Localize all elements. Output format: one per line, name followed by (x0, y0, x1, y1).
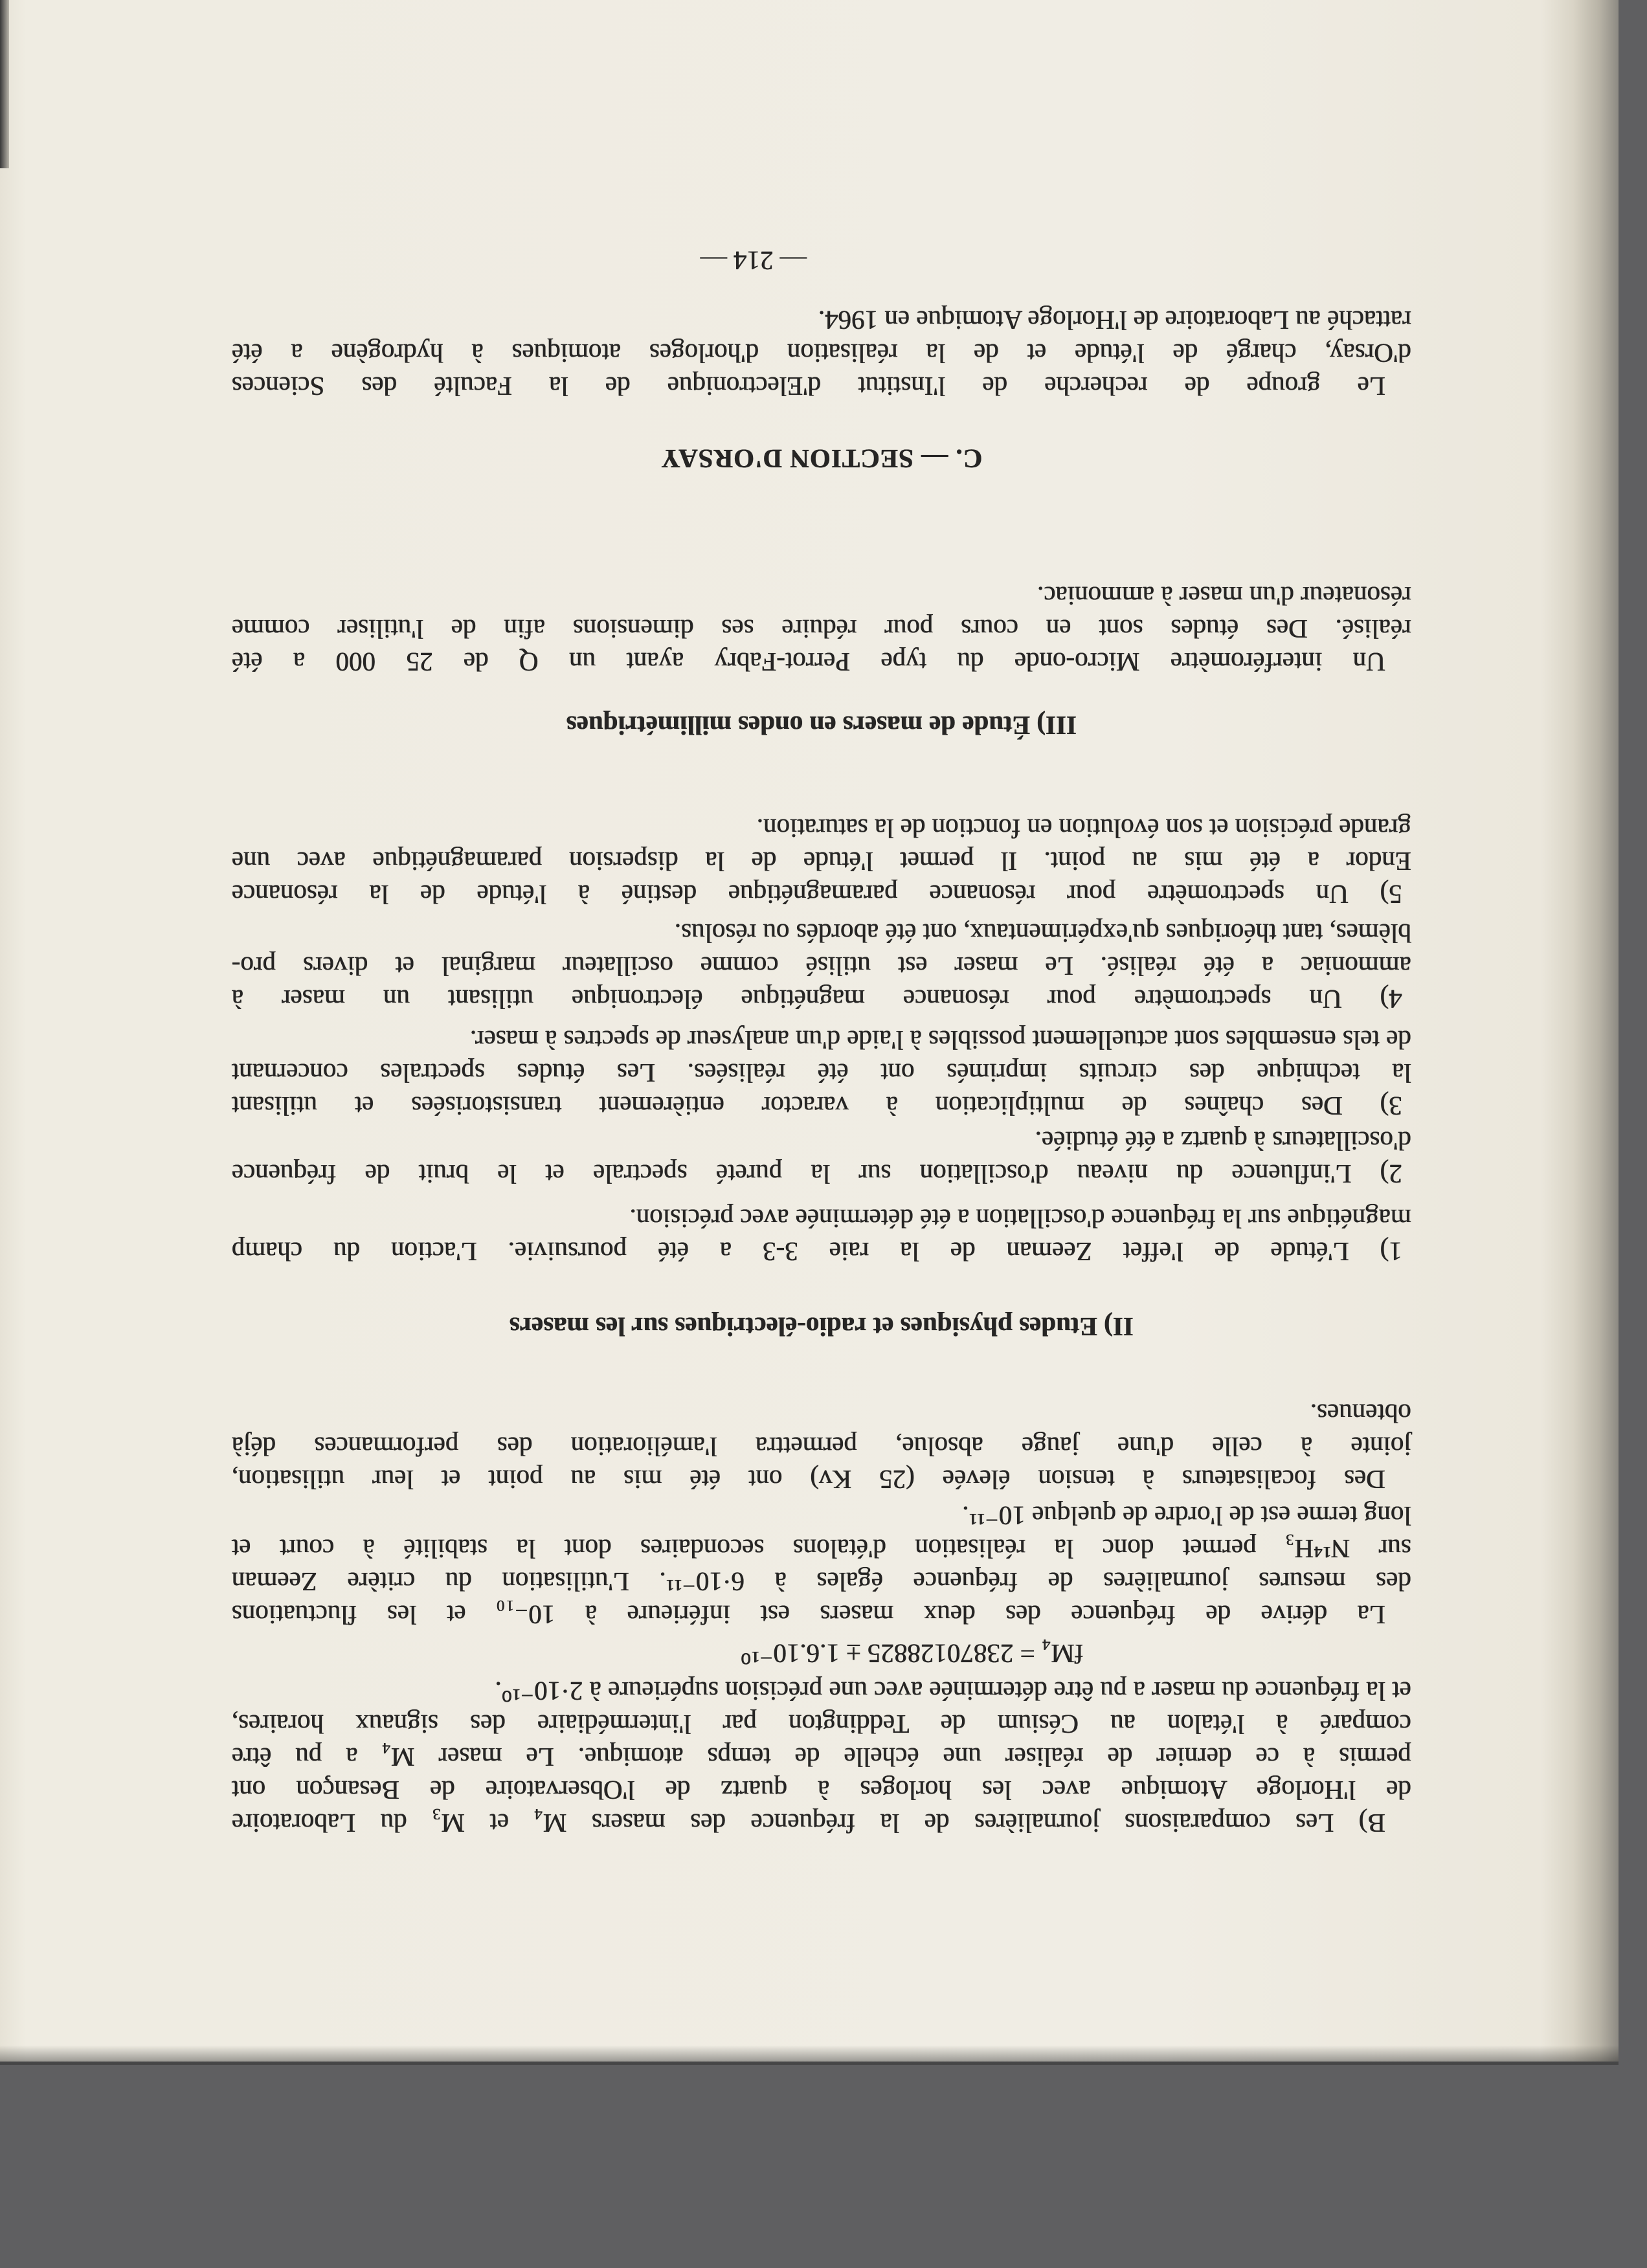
text-line: 1) L'étude de l'effet Zeeman de la raie 3-3 a été poursuivie. L'action du champ (232, 1237, 1402, 1267)
text-line: ammoniac a été réalisé. Le maser est utilisé comme oscillateur marginal et divers pro- (232, 951, 1411, 981)
text-line: Des focalisateurs à tension élevée (25 Kv) ont été mis au point et leur utilisation, (232, 1465, 1385, 1495)
text-line: comparé à l'étalon au Césium de Teddington par l'intermédiaire des signaux horaires, (232, 1709, 1411, 1739)
paragraph (232, 1674, 1411, 1840)
page-text-upside-down (232, 194, 1411, 1877)
text-line: des mesures journalières de fréquence égales à 6·10⁻¹¹. L'utilisation du critère Zeeman (232, 1567, 1411, 1597)
text-line: de l'Horloge Atomique avec les horloges à quartz de l'Observatoire de Besançon ont (232, 1775, 1411, 1805)
text-line: réalisé. Des études sont en cours pour réduire ses dimensions afin de l'utiliser comme (232, 614, 1411, 644)
text-line: long terme est de l'ordre de quelque 10⁻¹¹. (962, 1501, 1411, 1531)
paragraph (232, 812, 1411, 911)
paragraph (232, 1499, 1411, 1631)
text-line: la technique des circuits imprimés ont été réalisées. Les études spectrales concernant (232, 1058, 1411, 1088)
section-heading: II) Etudes physiques et radio-électriques sur les masers (510, 1312, 1134, 1342)
text-line: d'oscillateurs à quartz a été étudiée. (1035, 1126, 1411, 1156)
text-line: magnétique sur la fréquence d'oscillation a été déterminée avec précision. (629, 1204, 1411, 1234)
text-line: d'Orsay, chargé de l'étude et de la réalisation d'horloges atomiques à hydrogène a été (232, 339, 1411, 368)
text-line: 5) Un spectromètre pour résonance paramagnétique destiné à l'étude de la résonance (232, 880, 1402, 909)
text-line: jointe à celle d'une jauge absolue, permettra l'amélioration des performances déjà (232, 1432, 1411, 1462)
formula: fM₄ = 23870128825 ± 1.6.10⁻¹⁰ (741, 1639, 1084, 1669)
text-line: 3) Des chaînes de multiplication à varactor entièrement transistorisées et utilisant (232, 1091, 1402, 1121)
paragraph (232, 917, 1411, 1016)
text-line: grande précision et son évolution en fonction de la saturation. (756, 814, 1411, 843)
text-line: de tels ensembles sont actuellement possibles à l'aide d'un analyseur de spectres à maser. (470, 1025, 1411, 1055)
text-line: blèmes, tant théoriques qu'expérimentaux, ont été abordés ou résolus. (675, 918, 1411, 948)
text-line: permis à ce dernier de réaliser une échelle de temps atomique. Le maser M₄ a pu être (232, 1742, 1411, 1772)
paragraph (232, 1124, 1411, 1190)
text-line: Un interféromètre Micro-onde du type Perrot-Fabry ayant un Q de 25 000 a été (232, 647, 1385, 677)
paragraph (232, 1023, 1411, 1122)
text-line: Le groupe de recherche de l'Institut d'Electronique de la Faculté des Sciences (232, 372, 1385, 401)
text-line: obtenues. (1310, 1399, 1411, 1429)
text-line: La dérive de fréquence des deux masers est inférieure à 10₋₁₀ et les fluctuations (232, 1600, 1385, 1630)
section-heading: III) Étude de masers en ondes millimétriques (566, 711, 1077, 740)
text-line: rattaché au Laboratoire de l'Horloge Atomique en 1964. (818, 306, 1411, 335)
text-line: Endor a été mis au point. Il permet l'étude de la dispersion paramagnétique avec une (232, 847, 1411, 876)
page-number: — 214 — (700, 246, 807, 276)
text-line: 4) Un spectromètre pour résonance magnétique électronique utilisant un maser à (232, 984, 1402, 1014)
section-title: C. — SECTION D'ORSAY (660, 444, 983, 474)
paragraph (232, 1397, 1411, 1496)
paragraph (232, 1202, 1411, 1268)
text-line: résonateur d'un maser à ammoniac. (1037, 581, 1411, 611)
text-line: et la fréquence du maser a pu être déterminée avec une précision supérieure à 2·10⁻¹⁰. (495, 1676, 1411, 1706)
text-line: 2) L'influence du niveau d'oscillation sur la pureté spectrale et le bruit de fréquence (232, 1159, 1402, 1189)
text-line: sur N¹⁴H₃ permet donc la réalisation d'étalons secondaires dont la stabilité à court et (232, 1534, 1411, 1564)
text-line: B) Les comparaisons journalières de la fréquence des masers M₄ et M₃ du Laboratoire (232, 1808, 1385, 1838)
page-edge-shadow (0, 2045, 1619, 2065)
paragraph (232, 304, 1411, 403)
paragraph (232, 579, 1411, 678)
scan-edge (0, 0, 9, 168)
